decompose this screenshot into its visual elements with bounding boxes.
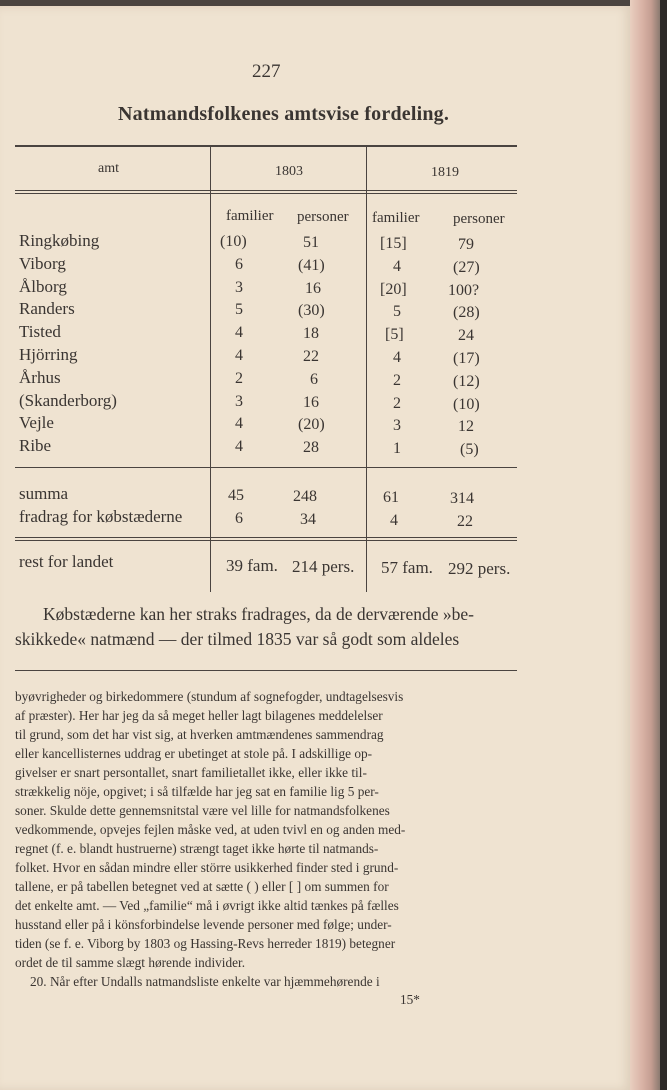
table-cell: (17): [453, 350, 480, 367]
table-divider-1: [210, 147, 211, 592]
table-cell: 4: [235, 438, 243, 455]
table-cell: [20]: [380, 281, 407, 298]
paragraph-line: skikkede« natmænd — der tilmed 1835 var så godt som aldeles: [15, 629, 460, 649]
footnote-line: tiden (se f. e. Viborg by 1803 og Hassing-Revs herreder 1819) betegner: [15, 936, 396, 951]
table-cell: 4: [393, 258, 401, 275]
table-cell: 61: [383, 489, 399, 506]
table-cell: (30): [298, 302, 325, 319]
table-cell: 2: [393, 395, 401, 412]
table-cell: 1: [393, 440, 401, 457]
table-cell: 5: [235, 301, 243, 318]
table-cell: 5: [393, 303, 401, 320]
table-cell: 39 fam.: [226, 556, 278, 575]
table-cell: 6: [235, 256, 243, 273]
footnote-line: strækkelig nöje, opgivet; i så tilfælde har jeg sat en familie lig 5 per-: [15, 784, 379, 799]
table-cell: 16: [303, 394, 319, 411]
col-header-amt: amt: [98, 161, 119, 176]
table-cell: 3: [235, 279, 243, 296]
table-row-amt: Tisted: [19, 322, 61, 341]
footnote-line: soner. Skulde dette gennemsnitstal være vel lille for natmandsfolkenes: [15, 803, 390, 818]
table-cell: 57 fam.: [381, 558, 433, 577]
table-cell: 3: [393, 417, 401, 434]
rest-rule-2: [15, 540, 517, 541]
footnote-line: til grund, som det har vist sig, at hverken amtmændenes sammendrag: [15, 727, 384, 742]
subheader-familier-1819: familier: [372, 210, 420, 226]
table-cell: 34: [300, 511, 316, 528]
subheader-familier-1803: familier: [226, 208, 274, 224]
footnote-line: regnet (f. e. blandt hustruerne) strængt taget ikke hørte til natmands-: [15, 841, 379, 856]
table-cell: 3: [235, 393, 243, 410]
table-cell: (12): [453, 373, 480, 390]
footnote-rule: [15, 670, 517, 671]
footnote-line: folket. Hvor en sådan mindre eller större usikkerhed finder sted i grund-: [15, 860, 399, 875]
footnote-line: 20. Når efter Undalls natmandsliste enkelte var hjæmmehørende i: [30, 974, 380, 989]
table-cell: 22: [303, 348, 319, 365]
table-row-amt: Randers: [19, 299, 75, 318]
table-cell: (10): [220, 233, 247, 250]
table-row-amt: Vejle: [19, 413, 54, 432]
page-title: Natmandsfolkenes amtsvise fordeling.: [118, 103, 450, 125]
table-cell: 24: [458, 327, 474, 344]
table-cell: (28): [453, 304, 480, 321]
table-cell: (41): [298, 257, 325, 274]
footnote-line: eller kancellisternes uddrag er ubetinget at stole på. I adskillige op-: [15, 746, 373, 761]
table-header-rule-2: [15, 193, 517, 194]
table-row-amt: Ringkøbing: [19, 231, 100, 250]
footnote-line: givelser er snart persontallet, snart familietallet ikke, eller ikke til-: [15, 765, 367, 780]
page-edge: [630, 0, 660, 1090]
table-cell: (27): [453, 259, 480, 276]
table-cell: 4: [235, 415, 243, 432]
footnote-line: af præster). Her har jeg da så meget heller lagt bilagenes meddelelser: [15, 708, 383, 723]
table-row-amt: Ribe: [19, 436, 52, 455]
summa-label: summa: [19, 484, 69, 503]
footnote-line: byøvrigheder og birkedommere (stundum af sognefogder, undtagelsesvis: [15, 689, 404, 704]
table-cell: 4: [390, 512, 398, 529]
table-cell: 100?: [448, 282, 480, 299]
table-cell: 248: [293, 488, 317, 505]
table-cell: 4: [393, 349, 401, 366]
table-cell: 4: [235, 347, 243, 364]
table-cell: 22: [457, 513, 473, 530]
table-row-amt: Århus: [19, 368, 61, 387]
table-row-amt: Viborg: [19, 254, 66, 273]
summa-rule: [15, 467, 517, 468]
table-cell: 314: [450, 490, 474, 507]
footnote-line: vedkommende, opvejes fejlen måske ved, at uden tvivl en og anden med-: [15, 822, 406, 837]
table-cell: (10): [453, 396, 480, 413]
table-divider-2: [366, 147, 367, 592]
table-cell: [5]: [385, 326, 404, 343]
table-cell: 4: [235, 324, 243, 341]
subheader-personer-1819: personer: [453, 211, 505, 227]
table-cell: 6: [235, 510, 243, 527]
table-row-amt: (Skanderborg): [19, 391, 117, 410]
table-row-amt: Ålborg: [19, 277, 67, 296]
col-header-1819: 1819: [431, 165, 459, 180]
table-cell: 214 pers.: [292, 557, 355, 576]
table-header-rule-1: [15, 190, 517, 191]
rest-label: rest for landet: [19, 552, 114, 571]
fradrag-label: fradrag for købstæderne: [19, 507, 183, 526]
table-cell: 12: [458, 418, 474, 435]
table-cell: 292 pers.: [448, 559, 511, 578]
table-cell: 28: [303, 439, 319, 456]
signature-mark: 15*: [400, 992, 420, 1007]
table-cell: 2: [393, 372, 401, 389]
footnote-line: det enkelte amt. — Ved „familie“ må i øvrigt ikke altid tænkes på fælles: [15, 898, 399, 913]
table-cell: (5): [460, 441, 479, 458]
subheader-personer-1803: personer: [297, 209, 349, 225]
footnote-line: ordet de til samme slægt hørende individer.: [15, 955, 246, 970]
table-cell: 6: [310, 371, 318, 388]
table-cell: 18: [303, 325, 319, 342]
table-cell: (20): [298, 416, 325, 433]
rest-rule-1: [15, 537, 517, 538]
col-header-1803: 1803: [275, 164, 303, 179]
table-cell: 51: [303, 234, 319, 251]
table-cell: [15]: [380, 235, 407, 252]
table-cell: 2: [235, 370, 243, 387]
table-row-amt: Hjörring: [19, 345, 78, 364]
paragraph-line: Købstæderne kan her straks fradrages, da de derværende »be-: [43, 604, 475, 624]
table-cell: 79: [458, 236, 474, 253]
table-cell: 16: [305, 280, 321, 297]
table-top-rule: [15, 145, 517, 147]
footnote-line: tallene, er på tabellen betegnet ved at sætte ( ) eller [ ] om summen for: [15, 879, 389, 894]
book-binding: [660, 0, 667, 1090]
footnote-line: husstand eller på i könsforbindelse levende personer med følge; under-: [15, 917, 392, 932]
page-number: 227: [252, 61, 281, 82]
table-cell: 45: [228, 487, 244, 504]
